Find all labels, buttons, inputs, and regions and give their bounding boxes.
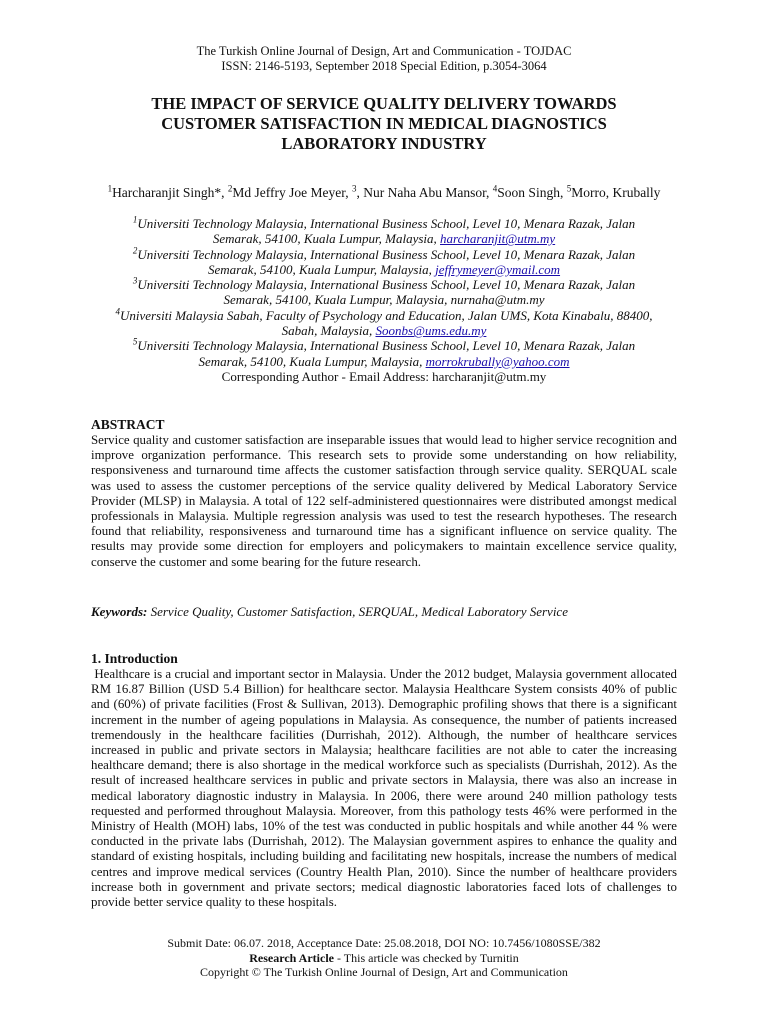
journal-header <box>0 44 768 74</box>
author-number: 4 <box>492 183 498 194</box>
introduction-heading: 1. Introduction <box>91 651 178 666</box>
copyright: Copyright © The Turkish Online Journal of Design, Art and Communication <box>200 965 568 979</box>
author-name: Md Jeffry Joe Meyer, <box>232 185 352 200</box>
keywords-text: Service Quality, Customer Satisfaction, SERQUAL, Medical Laboratory Service <box>147 604 568 619</box>
author-list <box>0 185 768 201</box>
email-link[interactable]: Soonbs@ums.edu.my <box>375 323 487 339</box>
abstract-heading: ABSTRACT <box>91 417 165 432</box>
corresponding-author: Corresponding Author - Email Address: harcharanjit@utm.my <box>221 368 547 384</box>
abstract-text: Service quality and customer satisfaction are inseparable issues that would lead to higher service recognition and improve organization performance. This research sets to provide some understanding on how reliability, responsiveness and turnaround time affects the customer satisfaction through service quality. SERQUAL scale was used to assess the customer perceptions of the service quality delivered by Medical Laboratory Service Provider (MLSP) in Malaysia. A total of 122 self-administered questionnaires were distributed amongst medical professionals in Malaysia. Multiple regression analysis was used to test the research hypotheses. The research found that reliability, responsiveness and turnaround time has a significant influence on service quality. The results may provide some direction for employers and policymakers to maintain excellence service quality, conserve the customer and some bearing for the future research. <box>91 433 677 569</box>
article-type: Research Article - This article was checked by Turnitin <box>249 950 519 965</box>
affiliation-3: $^3$Universiti Technology Malaysia, International Business School, Level 10, Menara Razak, Jalan Semarak, 54100, Kuala Lumpur, Malaysia, nurnaha@utm.my <box>132 275 636 308</box>
introduction-text: Healthcare is a crucial and important sector in Malaysia. Under the 2012 budget, Malaysia government allocated RM 16.87 Billion (USD 5.4 Billion) for healthcare sector. Malaysia Healthcare System consists 40% of public and (60%) of private facilities (Frost & Sullivan, 2013). Demographic profiling shows that there is a significant increment in the number of ageing populations in Malaysia. As consequence, the number of patients increased tremendously in the healthcare facilities (Durrishah, 2012). Although, the number of healthcare services increased in public and private sectors in Malaysia; healthcare facilities are not able to cater the increasing healthcare demand; there is also shortage in the medical workforce such as specialists (Durrishah, 2012). As the result of increased healthcare services in public and private sectors in Malaysia, there was also an increase in medical laboratory diagnostic industry in Malaysia. In 2006, there were around 240 million pathology tests requested and performed throughout Malaysia. Moreover, from this pathology tests 46% were performed in the Ministry of Health (MOH) labs, 10% of the test was conducted in public hospitals and while another 44 % were conducted in the private labs (Durrishah, 2012). The Malaysian government aspires to enhance the quality and standard of existing hospitals, including building and facilitating new hospitals, increase the numbers of medical centres and improve medical services (Country Health Plan, 2010). Since the number of healthcare providers increase both in government and private sectors; medical diagnostic laboratories faced lots of challenges to provide better service quality to these hospitals. <box>91 667 677 910</box>
title-line: LABORATORY INDUSTRY <box>281 134 487 153</box>
affiliation-4: $^4$Universiti Malaysia Sabah, Faculty of Psychology and Education, Jalan UMS, Kota Kinabalu, 88400, Sabah, Malaysia, Soonbs@ums.edu.my <box>115 306 653 339</box>
email-link[interactable]: harcharanjit@utm.my <box>440 231 556 247</box>
affiliation-2: $^2$Universiti Technology Malaysia, International Business School, Level 10, Menara Razak, Jalan Semarak, 54100, Kuala Lumpur, Malaysia, jeffrymeyer@ymail.com <box>132 245 636 277</box>
keywords <box>91 604 677 620</box>
paper-title <box>80 94 688 154</box>
author-number: 1 <box>107 183 113 194</box>
author-number: 3 <box>351 183 357 194</box>
email-link[interactable]: morrokrubally@yahoo.com <box>425 353 570 369</box>
author-name: Soon Singh, <box>497 185 567 200</box>
author-number: 5 <box>566 183 572 194</box>
title-line: CUSTOMER SATISFACTION IN MEDICAL DIAGNOSTICS <box>161 114 607 133</box>
journal-name: The Turkish Online Journal of Design, Art and Communication - TOJDAC <box>196 44 572 58</box>
author-name: , Nur Naha Abu Mansor, <box>356 185 493 200</box>
affiliations <box>80 216 688 384</box>
author-number: 2 <box>227 183 233 194</box>
author-name: Harcharanjit Singh*, <box>112 185 228 200</box>
author-name: Morro, Krubally <box>571 185 661 200</box>
keywords-label: Keywords: <box>91 604 148 619</box>
email-link[interactable]: jeffrymeyer@ymail.com <box>435 261 561 277</box>
page-footer <box>0 936 768 980</box>
submission-info: Submit Date: 06.07. 2018, Acceptance Date: 25.08.2018, DOI NO: 10.7456/1080SSE/382 <box>167 936 601 950</box>
affiliation-5: $^5$Universiti Technology Malaysia, International Business School, Level 10, Menara Razak, Jalan Semarak, 54100, Kuala Lumpur, Malaysia, morrokrubally@yahoo.com <box>132 337 636 369</box>
title-line: THE IMPACT OF SERVICE QUALITY DELIVERY TOWARDS <box>151 94 617 113</box>
affiliation-1: $^1$Universiti Technology Malaysia, International Business School, Level 10, Menara Razak, Jalan Semarak, 54100, Kuala Lumpur, Malaysia, harcharanjit@utm.my <box>132 214 636 247</box>
journal-issn: ISSN: 2146-5193, September 2018 Special Edition, p.3054-3064 <box>221 59 547 73</box>
